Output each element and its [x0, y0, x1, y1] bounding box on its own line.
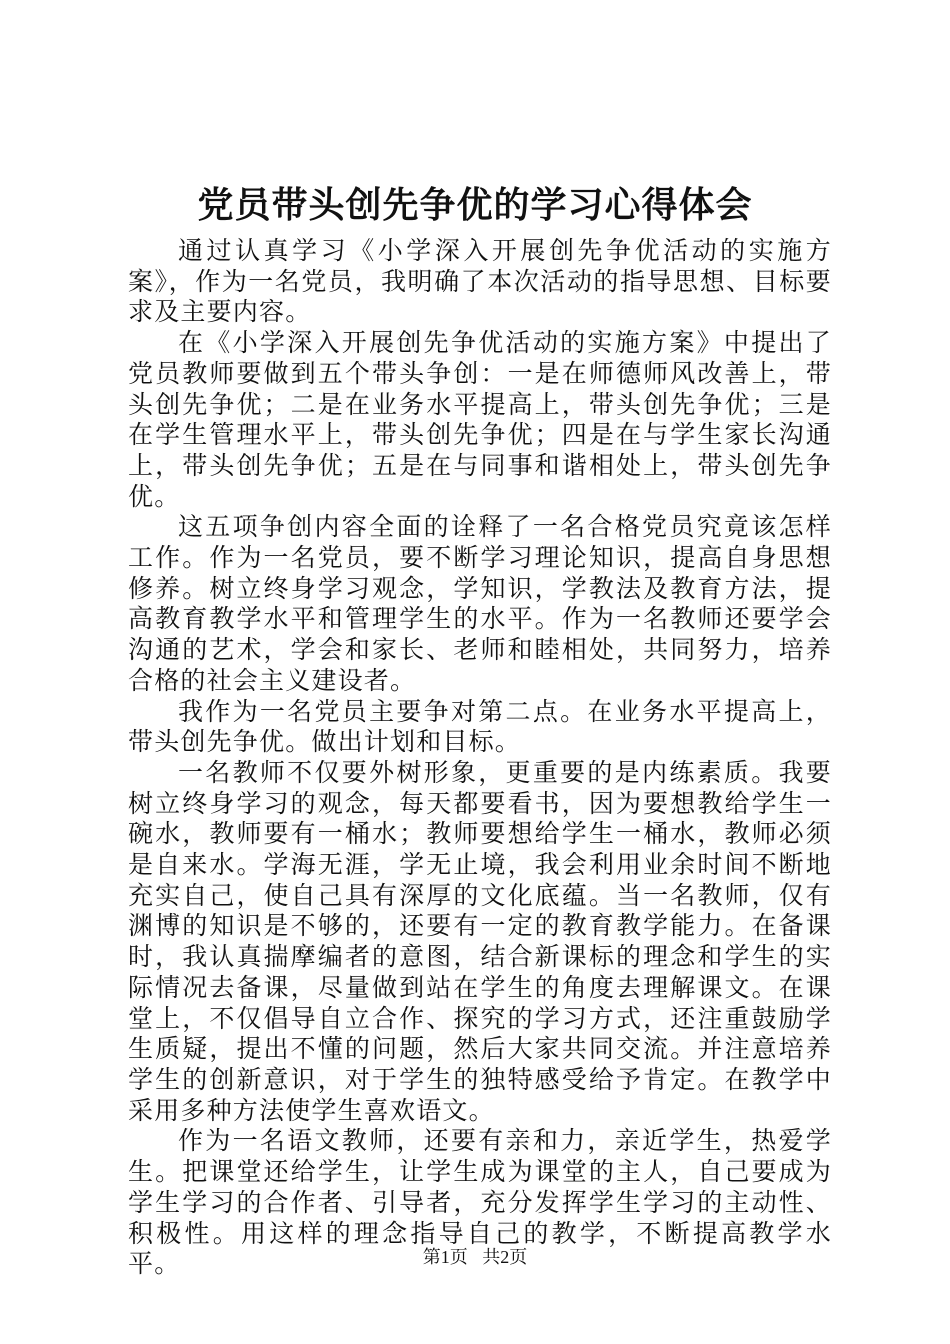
document-title: 党员带头创先争优的学习心得体会	[197, 185, 753, 226]
document-body	[128, 236, 832, 1280]
paragraph: 在《小学深入开展创先争优活动的实施方案》中提出了党员教师要做到五个带头争创：一是在师德师风改善上，带头创先争优；二是在业务水平提高上，带头创先争优；三是在学生管理水平上，带头创先争优；四是在与学生家长沟通上，带头创先争优；五是在与同事和谐相处上，带头创先争优。	[128, 328, 832, 511]
paragraph: 通过认真学习《小学深入开展创先争优活动的实施方案》，作为一名党员，我明确了本次活动的指导思想、目标要求及主要内容。	[128, 236, 832, 327]
page-footer	[0, 1245, 950, 1269]
paragraph: 一名教师不仅要外树形象，更重要的是内练素质。我要树立终身学习的观念，每天都要看书，因为要想教给学生一碗水，教师要有一桶水；教师要想给学生一桶水，教师必须是自来水。学海无涯，学无止境，我会利用业余时间不断地充实自己，使自己具有深厚的文化底蕴。当一名教师，仅有渊博的知识是不够的，还要有一定的教育教学能力。在备课时，我认真揣摩编者的意图，结合新课标的理念和学生的实际情况去备课，尽量做到站在学生的角度去理解课文。在课堂上，不仅倡导自立合作、探究的学习方式，还注重鼓励学生质疑，提出不懂的问题，然后大家共同交流。并注意培养学生的创新意识，对于学生的独特感受给予肯定。在教学中采用多种方法使学生喜欢语文。	[128, 757, 832, 1125]
paragraph: 作为一名语文教师，还要有亲和力，亲近学生，热爱学生。把课堂还给学生，让学生成为课堂的主人，自己要成为学生学习的合作者、引导者，充分发挥学生学习的主动性、积极性。用这样的理念指导自己的教学，不断提高教学水平。	[128, 1126, 832, 1279]
page-total: 共2页	[482, 1247, 528, 1267]
page-number: 第1页	[422, 1247, 468, 1267]
paragraph: 我作为一名党员主要争对第二点。在业务水平提高上，带头创先争优。做出计划和目标。	[128, 696, 832, 757]
paragraph: 这五项争创内容全面的诠释了一名合格党员究竟该怎样工作。作为一名党员，要不断学习理论知识，提高自身思想修养。树立终身学习观念，学知识，学教法及教育方法，提高教育教学水平和管理学生的水平。作为一名教师还要学会沟通的艺术，学会和家长、老师和睦相处，共同努力，培养合格的社会主义建设者。	[128, 512, 832, 695]
